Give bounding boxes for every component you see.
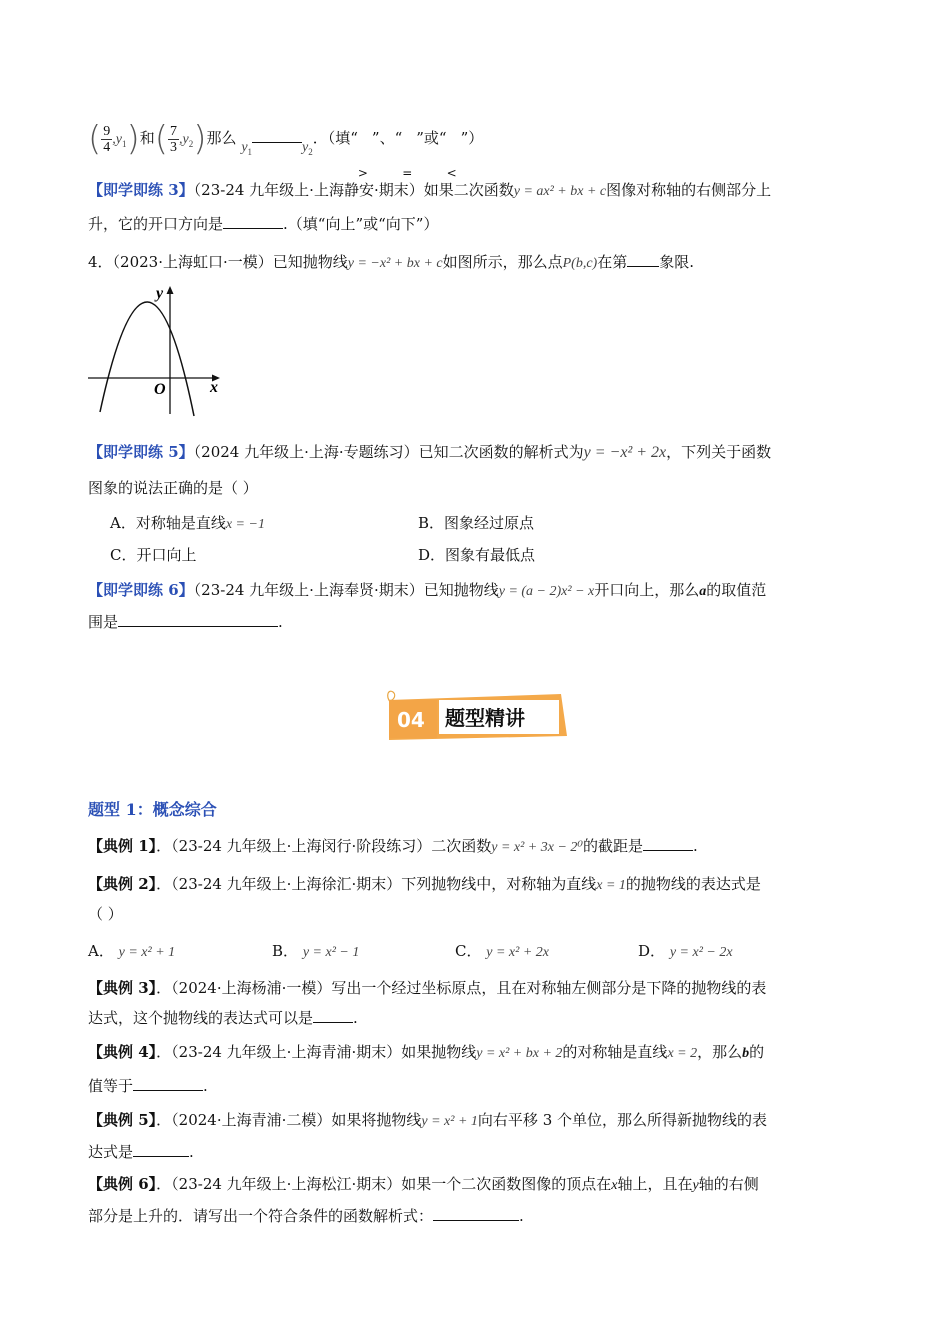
section-title: 题型 1：概念综合 bbox=[88, 800, 217, 819]
example-2: 【典例 2】．（23-24 九年级上·上海徐汇·期末）下列抛物线中，对称轴为直线x = 1的抛物线的表达式是 bbox=[88, 875, 761, 893]
answer-blank[interactable] bbox=[133, 1143, 189, 1157]
exercise-6: 【即学即练 6】（23-24 九年级上·上海奉贤·期末）已知抛物线y = (a − 2)x² − x开口向上，那么a的取值范 bbox=[88, 581, 767, 599]
example-6: 【典例 6】．（23-24 九年级上·上海松江·期末）如果一个二次函数图像的顶点在x轴上，且在y轴的右侧 bbox=[88, 1175, 759, 1193]
example-6-cont: 部分是上升的．请写出一个符合条件的函数解析式： . bbox=[88, 1207, 524, 1225]
option-b[interactable]: B．图象经过原点 bbox=[418, 514, 535, 532]
option-a[interactable]: A．对称轴是直线x = −1 bbox=[110, 514, 265, 532]
option-d[interactable]: D． y = x² − 2x bbox=[638, 942, 733, 960]
option-c[interactable]: C． y = x² + 2x bbox=[455, 942, 549, 960]
answer-blank[interactable] bbox=[133, 1077, 203, 1091]
example-4: 【典例 4】．（23-24 九年级上·上海青浦·期末）如果抛物线y = x² + bx + 2的对称轴是直线x = 2，那么b的 bbox=[88, 1043, 765, 1061]
option-c[interactable]: C．开口向上 bbox=[110, 546, 197, 564]
example-tag: 【典例 1】 bbox=[88, 837, 157, 855]
answer-blank[interactable] bbox=[118, 613, 278, 627]
option-d[interactable]: D．图象有最低点 bbox=[418, 546, 536, 564]
answer-blank[interactable] bbox=[433, 1207, 519, 1221]
option-a[interactable]: A． y = x² + 1 bbox=[88, 942, 176, 960]
fraction-7-3: $\frac{7}{3}$ bbox=[170, 123, 178, 155]
example-3-cont: 达式，这个抛物线的表达式可以是 . bbox=[88, 1009, 358, 1027]
example-tag: 【典例 6】 bbox=[88, 1175, 157, 1193]
option-b[interactable]: B． y = x² − 1 bbox=[272, 942, 360, 960]
exercise-tag: 【即学即练 3】 bbox=[88, 181, 194, 199]
example-tag: 【典例 4】 bbox=[88, 1043, 157, 1061]
parabola-curve bbox=[100, 302, 194, 416]
example-5: 【典例 5】．（2024·上海青浦·二模）如果将抛物线y = x² + 1向右平移 3 个单位，那么所得新抛物线的表 bbox=[88, 1111, 768, 1129]
answer-blank[interactable] bbox=[627, 253, 659, 267]
example-3: 【典例 3】．（2024·上海杨浦·一模）写出一个经过坐标原点，且在对称轴左侧部分是下降的抛物线的表 bbox=[88, 979, 767, 997]
exercise-3-cont: 升，它的开口方向是 .（填“向上”或“向下”） bbox=[88, 215, 439, 233]
example-5-cont: 达式是 . bbox=[88, 1143, 194, 1161]
answer-blank[interactable] bbox=[643, 837, 693, 851]
example-1: 【典例 1】．（23-24 九年级上·上海闵行·阶段练习）二次函数y = x² + 3x − 2⁰的截距是 . bbox=[88, 837, 698, 855]
example-4-cont: 值等于 . bbox=[88, 1077, 208, 1095]
y-axis-label: y bbox=[156, 285, 164, 302]
comparison-line: ( $\frac{9}{4}$ $,y_1$)和( $\frac{7}{3}$ $,y_2$)那么 $y_1$ $y_2$．（填“ > ”、“ = ”或“ < ”） bbox=[88, 119, 484, 180]
exercise-3: 【即学即练 3】（23-24 九年级上·上海静安·期末）如果二次函数y = ax² + bx + c图像对称轴的右侧部分上 bbox=[88, 181, 772, 199]
example-tag: 【典例 3】 bbox=[88, 979, 157, 997]
question-4: 4．（2023·上海虹口·一模）已知抛物线y = −x² + bx + c如图所示，那么点P(b,c)在第 象限. bbox=[88, 253, 695, 271]
badge-number: 04 bbox=[397, 708, 425, 732]
fraction-9-4: $\frac{9}{4}$ bbox=[103, 123, 111, 155]
x-axis-label: x bbox=[210, 379, 218, 396]
example-tag: 【典例 5】 bbox=[88, 1111, 157, 1129]
exercise-tag: 【即学即练 5】 bbox=[88, 443, 194, 461]
exercise-tag: 【即学即练 6】 bbox=[88, 581, 194, 599]
origin-label: O bbox=[154, 381, 166, 398]
answer-blank-1[interactable] bbox=[252, 129, 302, 143]
section-badge bbox=[385, 690, 568, 742]
exercise-5: 【即学即练 5】（2024 九年级上·上海·专题练习）已知二次函数的解析式为y = −x² + 2x，下列关于函数 bbox=[88, 443, 772, 461]
exercise-5-cont: 图象的说法正确的是（ ） bbox=[88, 479, 258, 497]
example-tag: 【典例 2】 bbox=[88, 875, 157, 893]
example-2-paren: （ ） bbox=[88, 905, 123, 923]
y-axis-arrow bbox=[167, 286, 174, 294]
answer-blank[interactable] bbox=[223, 215, 283, 229]
exercise-6-cont: 围是 . bbox=[88, 613, 283, 631]
parabola-graph bbox=[86, 282, 226, 418]
badge-title: 题型精讲 bbox=[445, 706, 525, 730]
answer-blank[interactable] bbox=[313, 1009, 353, 1023]
